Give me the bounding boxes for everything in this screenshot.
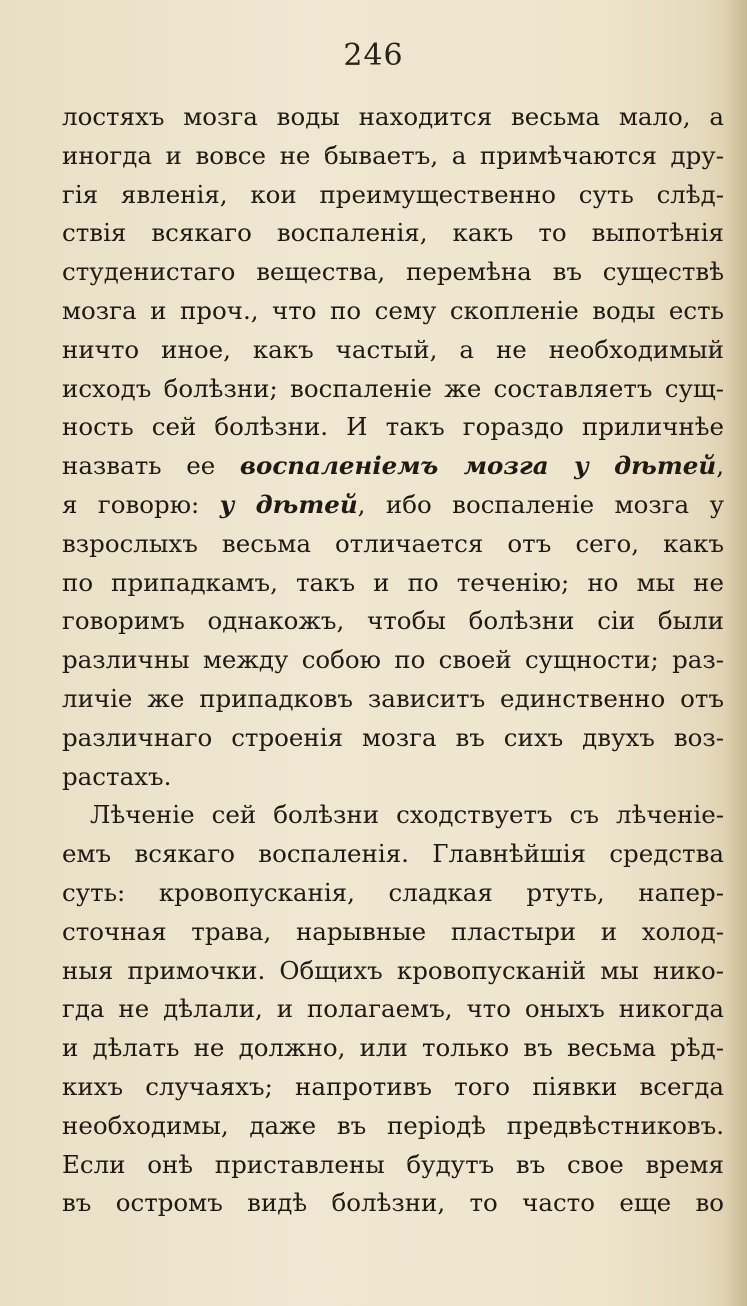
text-segment: , ибо воспаленіе мозга у	[357, 489, 724, 519]
text-segment: сточная трава, нарывные пластыри и холод-	[62, 916, 724, 946]
text-line	[62, 719, 724, 758]
text-segment: личіе же припадковъ зависитъ единственно отъ	[62, 683, 724, 713]
text-line	[62, 564, 724, 603]
text-line	[62, 253, 724, 292]
text-segment: и дѣлать не должно, или только въ весьма рѣд-	[62, 1033, 724, 1063]
text-segment: суть: кровопусканія, сладкая ртуть, напер-	[62, 877, 724, 907]
text-line	[62, 447, 724, 486]
text-line	[62, 758, 724, 797]
text-line	[62, 370, 724, 409]
text-line	[62, 680, 724, 719]
text-segment: гда не дѣлали, и полагаемъ, что оныхъ никогда	[62, 994, 724, 1024]
text-line	[62, 1107, 724, 1146]
text-line	[62, 874, 724, 913]
text-line	[62, 990, 724, 1029]
text-segment: различны между собою по своей сущности; раз-	[62, 645, 724, 675]
body-text	[62, 98, 724, 1223]
text-segment: исходъ болѣзни; воспаленіе же составляетъ сущ-	[62, 373, 724, 403]
text-segment: иногда и вовсе не бываетъ, а примѣчаются дру-	[62, 140, 724, 170]
text-segment: гія явленія, кои преимущественно суть слѣд-	[62, 179, 724, 209]
text-segment: Если онѣ приставлены будутъ въ свое время	[62, 1149, 724, 1179]
text-segment: емъ всякаго воспаленія. Главнѣйшія средства	[62, 839, 724, 869]
text-line	[62, 331, 724, 370]
emphasized-text: воспаленіемъ мозга у дѣтей	[239, 451, 717, 481]
emphasized-text: у дѣтей	[219, 489, 358, 519]
text-segment: ныя примочки. Общихъ кровопусканій мы нико-	[62, 955, 724, 985]
text-segment: взрослыхъ весьма отличается отъ сего, какъ	[62, 528, 724, 558]
text-segment: необходимы, даже въ періодѣ предвѣстниковъ.	[62, 1110, 724, 1140]
text-segment: я говорю:	[62, 489, 220, 519]
text-line	[62, 602, 724, 641]
text-line	[62, 486, 724, 525]
text-line	[62, 952, 724, 991]
text-segment: въ остромъ видѣ болѣзни, то часто еще во	[62, 1188, 724, 1218]
text-line	[62, 176, 724, 215]
text-segment: ничто иное, какъ частый, а не необходимый	[62, 334, 724, 364]
text-line	[62, 1146, 724, 1185]
text-line	[62, 214, 724, 253]
text-segment: кихъ случаяхъ; напротивъ того піявки всегда	[62, 1071, 724, 1101]
text-segment: говоримъ однакожъ, чтобы болѣзни сіи были	[62, 606, 724, 636]
text-line	[62, 292, 724, 331]
text-line	[62, 137, 724, 176]
text-line	[62, 796, 724, 835]
text-line	[62, 1029, 724, 1068]
text-line	[62, 525, 724, 564]
text-line	[62, 408, 724, 447]
text-line	[62, 641, 724, 680]
text-segment: назвать ее	[62, 451, 240, 481]
text-segment: Лѣченіе сей болѣзни сходствуетъ съ лѣченіе-	[90, 800, 724, 830]
text-segment: по припадкамъ, такъ и по теченію; но мы не	[62, 567, 724, 597]
page-number: 246	[343, 38, 404, 73]
text-segment: различнаго строенія мозга въ сихъ двухъ воз-	[62, 722, 724, 752]
text-segment: ность сей болѣзни. И такъ гораздо приличнѣе	[62, 412, 724, 442]
text-segment: лостяхъ мозга воды находится весьма мало, а	[62, 102, 724, 131]
text-segment: студенистаго вещества, перемѣна въ существѣ	[62, 257, 724, 287]
text-segment: растахъ.	[62, 761, 172, 791]
text-segment: ,	[716, 451, 724, 481]
text-line	[62, 913, 724, 952]
text-line	[62, 98, 724, 137]
text-line	[62, 1184, 724, 1223]
text-line	[62, 1068, 724, 1107]
page-edge-shadow	[725, 0, 747, 1306]
text-segment: ствія всякаго воспаленія, какъ то выпотѣнія	[62, 218, 724, 248]
text-segment: мозга и проч., что по сему скопленіе воды есть	[62, 295, 724, 325]
text-line	[62, 835, 724, 874]
